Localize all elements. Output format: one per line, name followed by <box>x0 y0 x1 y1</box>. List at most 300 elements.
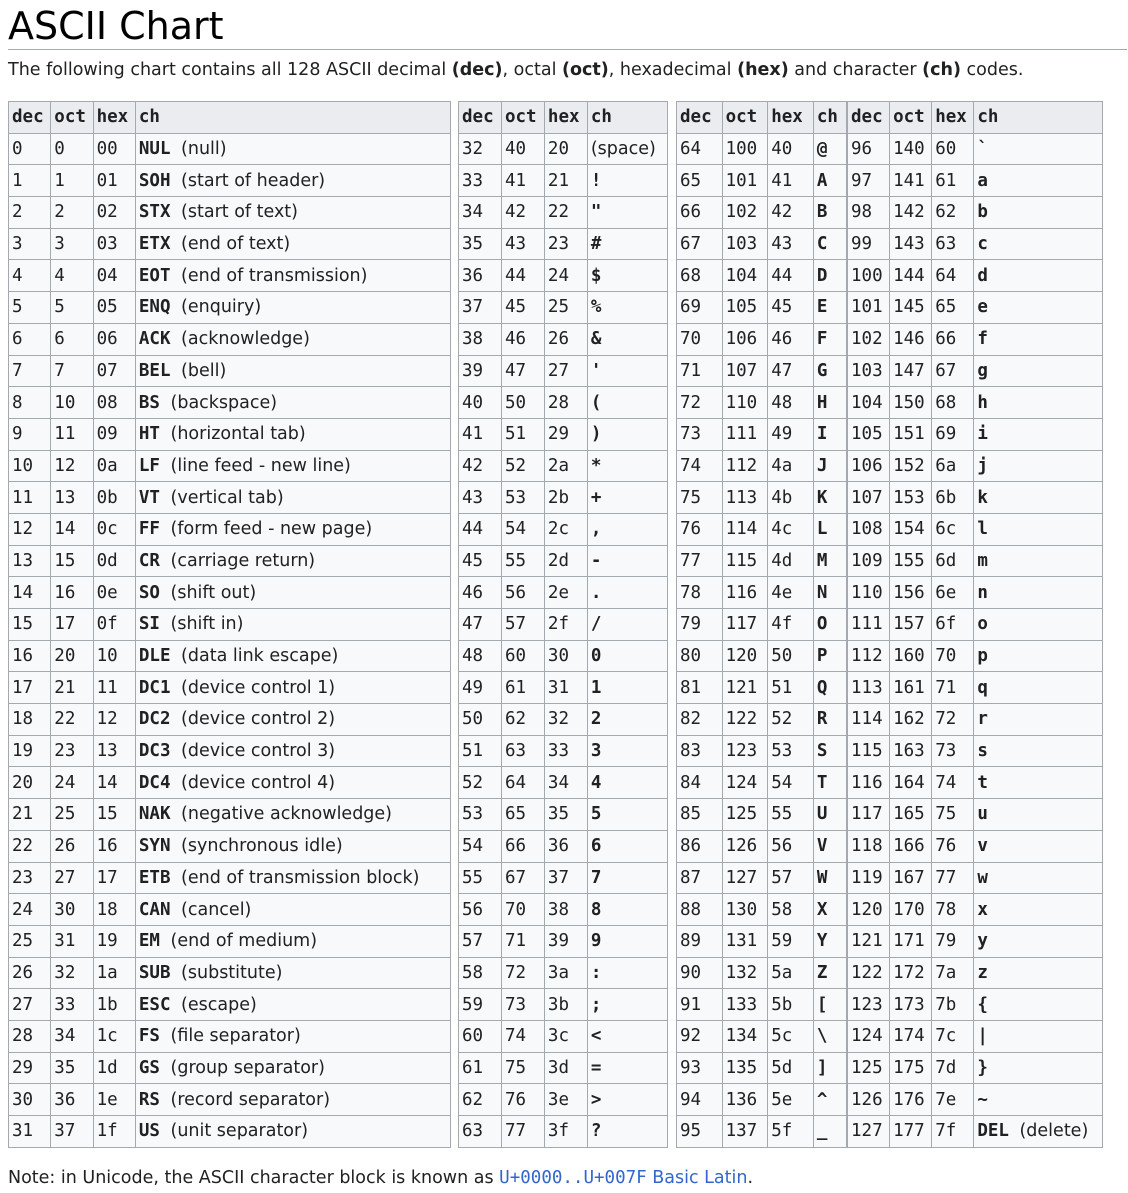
table-row <box>9 513 451 545</box>
ascii-table-32-63 <box>458 101 668 1148</box>
basic-latin-link[interactable] <box>499 1168 747 1188</box>
ch-description: (horizontal tab) <box>170 424 306 445</box>
table-row <box>459 1020 668 1052</box>
ch-symbol: ? <box>590 1121 602 1142</box>
ch-description: (acknowledge) <box>181 329 310 350</box>
table-row <box>9 292 451 324</box>
oct-cell: 22 <box>51 704 93 736</box>
ch-cell <box>974 989 1103 1021</box>
ch-description: (record separator) <box>170 1089 331 1110</box>
ch-cell <box>587 260 667 292</box>
dec-cell: 18 <box>9 704 51 736</box>
column-header-ch: ch <box>974 102 1103 134</box>
oct-cell: 136 <box>722 1084 768 1116</box>
dec-cell: 125 <box>848 1052 890 1084</box>
oct-cell: 100 <box>722 133 768 165</box>
dec-cell: 124 <box>848 1020 890 1052</box>
hex-cell: 30 <box>544 640 587 672</box>
dec-cell: 97 <box>848 165 890 197</box>
table-row <box>848 767 1103 799</box>
ch-symbol: j <box>977 455 988 476</box>
oct-cell: 16 <box>51 577 93 609</box>
dec-cell: 33 <box>459 165 502 197</box>
table-row <box>459 323 668 355</box>
hex-cell: 1d <box>93 1052 135 1084</box>
oct-cell: 102 <box>722 197 768 229</box>
oct-cell: 173 <box>890 989 932 1021</box>
dec-cell: 52 <box>459 767 502 799</box>
ch-symbol: F <box>816 329 828 350</box>
ch-symbol: L <box>816 519 828 540</box>
dec-cell: 88 <box>677 894 723 926</box>
table-row <box>9 925 451 957</box>
table-row <box>9 735 451 767</box>
ch-cell <box>813 925 846 957</box>
hex-cell: 74 <box>932 767 974 799</box>
ch-symbol: ( <box>590 392 602 413</box>
ch-cell <box>587 735 667 767</box>
table-row <box>9 450 451 482</box>
dec-cell: 29 <box>9 1052 51 1084</box>
dec-cell: 57 <box>459 925 502 957</box>
hex-cell: 53 <box>768 735 814 767</box>
dec-cell: 118 <box>848 830 890 862</box>
ch-cell <box>587 450 667 482</box>
ch-symbol: D <box>816 265 828 286</box>
dec-cell: 86 <box>677 830 723 862</box>
oct-cell: 146 <box>890 323 932 355</box>
ch-symbol: 6 <box>590 836 602 857</box>
hex-cell: 2a <box>544 450 587 482</box>
hex-cell: 79 <box>932 925 974 957</box>
table-row <box>848 925 1103 957</box>
ch-symbol: o <box>977 614 988 635</box>
table-row <box>9 894 451 926</box>
ch-symbol: ESC <box>138 994 171 1015</box>
ch-cell <box>135 482 450 514</box>
ch-cell <box>974 862 1103 894</box>
basic-latin-code: U+0000..U+007F <box>499 1168 647 1188</box>
hex-cell: 22 <box>544 197 587 229</box>
table-row <box>459 418 668 450</box>
dec-cell: 35 <box>459 228 502 260</box>
ch-symbol: v <box>977 836 988 857</box>
hex-cell: 11 <box>93 672 135 704</box>
table-row <box>677 799 847 831</box>
ch-description: (end of text) <box>181 234 291 255</box>
hex-cell: 49 <box>768 418 814 450</box>
ch-cell <box>974 197 1103 229</box>
hex-cell: 0a <box>93 450 135 482</box>
ch-cell <box>813 513 846 545</box>
oct-cell: 74 <box>501 1020 544 1052</box>
ch-cell <box>135 355 450 387</box>
intro-text: The following chart contains all 128 ASCII decimal <box>8 60 452 80</box>
table-row <box>9 260 451 292</box>
ch-symbol: & <box>590 329 602 350</box>
hex-cell: 5d <box>768 1052 814 1084</box>
table-row <box>459 513 668 545</box>
oct-cell: 147 <box>890 355 932 387</box>
dec-cell: 43 <box>459 482 502 514</box>
ch-symbol: @ <box>816 139 828 160</box>
dec-cell: 123 <box>848 989 890 1021</box>
dec-cell: 71 <box>677 355 723 387</box>
ch-cell <box>587 355 667 387</box>
ch-cell <box>135 862 450 894</box>
table-row <box>459 1052 668 1084</box>
table-row <box>848 862 1103 894</box>
dec-cell: 10 <box>9 450 51 482</box>
ch-symbol: BEL <box>138 360 171 381</box>
ch-description: (device control 4) <box>181 772 336 793</box>
ch-symbol: EM <box>138 931 160 952</box>
dec-cell: 40 <box>459 387 502 419</box>
dec-cell: 110 <box>848 577 890 609</box>
oct-cell: 40 <box>501 133 544 165</box>
table-row <box>677 1116 847 1148</box>
column-header-oct: oct <box>51 102 93 134</box>
ch-symbol: 1 <box>590 677 602 698</box>
table-row <box>848 450 1103 482</box>
dec-cell: 17 <box>9 672 51 704</box>
hex-cell: 45 <box>768 292 814 324</box>
hex-cell: 29 <box>544 418 587 450</box>
hex-cell: 63 <box>932 228 974 260</box>
ch-cell <box>587 925 667 957</box>
ch-symbol: | <box>977 1026 988 1047</box>
oct-cell: 111 <box>722 418 768 450</box>
ch-symbol: B <box>816 202 828 223</box>
ch-cell <box>135 609 450 641</box>
hex-cell: 20 <box>544 133 587 165</box>
hex-cell: 1c <box>93 1020 135 1052</box>
hex-cell: 0d <box>93 545 135 577</box>
ch-symbol: H <box>816 392 828 413</box>
oct-cell: 1 <box>51 165 93 197</box>
ch-symbol: e <box>977 297 988 318</box>
table-row <box>9 609 451 641</box>
oct-cell: 177 <box>890 1116 932 1148</box>
oct-cell: 51 <box>501 418 544 450</box>
oct-cell: 57 <box>501 609 544 641</box>
oct-cell: 175 <box>890 1052 932 1084</box>
dec-cell: 107 <box>848 482 890 514</box>
dec-cell: 116 <box>848 767 890 799</box>
oct-cell: 107 <box>722 355 768 387</box>
dec-cell: 5 <box>9 292 51 324</box>
ch-symbol: ' <box>590 360 602 381</box>
table-row <box>677 355 847 387</box>
ch-symbol: 3 <box>590 741 602 762</box>
ch-description: (delete) <box>1019 1121 1089 1142</box>
ch-symbol: a <box>977 170 988 191</box>
oct-cell: 122 <box>722 704 768 736</box>
oct-cell: 151 <box>890 418 932 450</box>
oct-cell: 72 <box>501 957 544 989</box>
table-row <box>459 545 668 577</box>
ch-cell <box>813 260 846 292</box>
oct-cell: 36 <box>51 1084 93 1116</box>
ch-cell <box>813 165 846 197</box>
oct-cell: 56 <box>501 577 544 609</box>
ch-symbol: g <box>977 360 988 381</box>
ch-cell <box>813 1020 846 1052</box>
oct-cell: 143 <box>890 228 932 260</box>
ch-cell <box>135 830 450 862</box>
table-row <box>459 292 668 324</box>
ch-cell <box>813 704 846 736</box>
dec-cell: 48 <box>459 640 502 672</box>
oct-cell: 144 <box>890 260 932 292</box>
table-row <box>459 387 668 419</box>
oct-cell: 112 <box>722 450 768 482</box>
ch-description: (shift in) <box>170 614 244 635</box>
ch-cell <box>135 989 450 1021</box>
oct-cell: 7 <box>51 355 93 387</box>
ch-cell <box>813 830 846 862</box>
table-row <box>459 989 668 1021</box>
ch-symbol: Z <box>816 962 828 983</box>
hex-cell: 69 <box>932 418 974 450</box>
ch-symbol: NUL <box>138 139 171 160</box>
dec-cell: 103 <box>848 355 890 387</box>
dec-cell: 64 <box>677 133 723 165</box>
hex-cell: 7d <box>932 1052 974 1084</box>
dec-cell: 69 <box>677 292 723 324</box>
hex-cell: 19 <box>93 925 135 957</box>
ch-description: (vertical tab) <box>170 487 284 508</box>
table-row <box>459 830 668 862</box>
dec-cell: 22 <box>9 830 51 862</box>
table-row <box>677 1020 847 1052</box>
dec-cell: 51 <box>459 735 502 767</box>
table-row <box>677 165 847 197</box>
ch-symbol: > <box>590 1089 602 1110</box>
table-row <box>459 482 668 514</box>
dec-cell: 65 <box>677 165 723 197</box>
ch-cell <box>587 133 667 165</box>
table-row <box>459 609 668 641</box>
table-row <box>9 228 451 260</box>
ch-description: (form feed - new page) <box>170 519 373 540</box>
oct-cell: 170 <box>890 894 932 926</box>
dec-cell: 21 <box>9 799 51 831</box>
note-text: Note: in Unicode, the ASCII character block is known as <box>8 1168 500 1188</box>
dec-cell: 30 <box>9 1084 51 1116</box>
oct-cell: 135 <box>722 1052 768 1084</box>
hex-cell: 06 <box>93 323 135 355</box>
dec-cell: 113 <box>848 672 890 704</box>
ch-symbol: % <box>590 297 602 318</box>
ch-cell <box>974 1116 1103 1148</box>
oct-cell: 66 <box>501 830 544 862</box>
oct-cell: 5 <box>51 292 93 324</box>
ch-cell <box>974 1020 1103 1052</box>
ch-symbol: p <box>977 646 988 667</box>
table-row <box>9 165 451 197</box>
oct-cell: 142 <box>890 197 932 229</box>
hex-cell: 56 <box>768 830 814 862</box>
hex-cell: 38 <box>544 894 587 926</box>
ch-cell <box>813 577 846 609</box>
table-row <box>848 799 1103 831</box>
ch-symbol: . <box>590 582 602 603</box>
oct-cell: 61 <box>501 672 544 704</box>
oct-cell: 41 <box>501 165 544 197</box>
header-row <box>848 102 1103 134</box>
hex-cell: 00 <box>93 133 135 165</box>
hex-cell: 5e <box>768 1084 814 1116</box>
ch-cell <box>587 767 667 799</box>
ch-symbol: I <box>816 424 828 445</box>
ch-symbol: 2 <box>590 709 602 730</box>
ch-cell <box>974 957 1103 989</box>
table-row <box>677 292 847 324</box>
dec-cell: 112 <box>848 640 890 672</box>
hex-cell: 7c <box>932 1020 974 1052</box>
oct-cell: 64 <box>501 767 544 799</box>
ch-cell <box>974 894 1103 926</box>
hex-cell: 16 <box>93 830 135 862</box>
column-header-ch: ch <box>813 102 846 134</box>
hex-cell: 4f <box>768 609 814 641</box>
ch-symbol: SI <box>138 614 160 635</box>
hex-cell: 57 <box>768 862 814 894</box>
hex-cell: 1b <box>93 989 135 1021</box>
ch-cell <box>813 323 846 355</box>
ch-cell <box>135 260 450 292</box>
ch-symbol: RS <box>138 1089 160 1110</box>
ch-symbol: NAK <box>138 804 171 825</box>
dec-cell: 3 <box>9 228 51 260</box>
dec-cell: 4 <box>9 260 51 292</box>
table-row <box>848 735 1103 767</box>
oct-cell: 162 <box>890 704 932 736</box>
dec-cell: 119 <box>848 862 890 894</box>
table-row <box>677 862 847 894</box>
hex-cell: 0f <box>93 609 135 641</box>
ch-description: (synchronous idle) <box>181 836 343 857</box>
dec-cell: 13 <box>9 545 51 577</box>
ch-description: (enquiry) <box>181 297 262 318</box>
oct-cell: 131 <box>722 925 768 957</box>
oct-cell: 47 <box>501 355 544 387</box>
hex-cell: 5c <box>768 1020 814 1052</box>
ch-symbol: U <box>816 804 828 825</box>
hex-cell: 5a <box>768 957 814 989</box>
ch-cell <box>135 450 450 482</box>
table-row <box>459 197 668 229</box>
ch-cell <box>974 513 1103 545</box>
ch-cell <box>813 767 846 799</box>
hex-cell: 68 <box>932 387 974 419</box>
oct-cell: 77 <box>501 1116 544 1148</box>
ch-cell <box>813 735 846 767</box>
ch-description: (escape) <box>181 994 257 1015</box>
ch-symbol: / <box>590 614 602 635</box>
ch-symbol: { <box>977 994 988 1015</box>
hex-cell: 59 <box>768 925 814 957</box>
oct-cell: 113 <box>722 482 768 514</box>
ch-cell <box>135 292 450 324</box>
ch-symbol: HT <box>138 424 160 445</box>
hex-cell: 67 <box>932 355 974 387</box>
dec-cell: 99 <box>848 228 890 260</box>
table-row <box>677 133 847 165</box>
dec-cell: 100 <box>848 260 890 292</box>
ch-cell <box>813 450 846 482</box>
ch-symbol: Q <box>816 677 828 698</box>
table-row <box>848 355 1103 387</box>
ch-cell <box>135 513 450 545</box>
ch-symbol: ENQ <box>138 297 171 318</box>
hex-cell: 72 <box>932 704 974 736</box>
dec-cell: 77 <box>677 545 723 577</box>
ch-symbol: DC4 <box>138 772 171 793</box>
ch-cell <box>974 165 1103 197</box>
dec-cell: 32 <box>459 133 502 165</box>
ch-description: (device control 2) <box>181 709 336 730</box>
table-row <box>459 957 668 989</box>
intro-text: and character <box>788 60 923 80</box>
hex-cell: 23 <box>544 228 587 260</box>
hex-cell: 33 <box>544 735 587 767</box>
ch-cell <box>587 228 667 260</box>
ch-symbol: , <box>590 519 602 540</box>
dec-cell: 37 <box>459 292 502 324</box>
ch-cell <box>974 767 1103 799</box>
oct-cell: 101 <box>722 165 768 197</box>
table-row <box>9 133 451 165</box>
dec-cell: 122 <box>848 957 890 989</box>
dec-cell: 95 <box>677 1116 723 1148</box>
table-row <box>9 418 451 450</box>
ch-symbol: - <box>590 550 602 571</box>
table-row <box>459 260 668 292</box>
title-divider <box>8 49 1127 50</box>
column-header-ch: ch <box>135 102 450 134</box>
table-row <box>459 767 668 799</box>
oct-cell: 63 <box>501 735 544 767</box>
table-row <box>848 704 1103 736</box>
table-row <box>459 735 668 767</box>
dec-cell: 47 <box>459 609 502 641</box>
ch-cell <box>135 577 450 609</box>
ch-description: (shift out) <box>170 582 257 603</box>
hex-cell: 6a <box>932 450 974 482</box>
oct-cell: 116 <box>722 577 768 609</box>
table-row <box>9 672 451 704</box>
dec-cell: 12 <box>9 513 51 545</box>
dec-cell: 83 <box>677 735 723 767</box>
hex-cell: 65 <box>932 292 974 324</box>
dec-cell: 11 <box>9 482 51 514</box>
hex-cell: 2e <box>544 577 587 609</box>
hex-cell: 0c <box>93 513 135 545</box>
ch-symbol: DLE <box>138 646 171 667</box>
ch-cell <box>135 957 450 989</box>
ch-symbol: GS <box>138 1057 160 1078</box>
oct-cell: 176 <box>890 1084 932 1116</box>
hex-cell: 17 <box>93 862 135 894</box>
hex-cell: 40 <box>768 133 814 165</box>
hex-cell: 7f <box>932 1116 974 1148</box>
table-row <box>9 387 451 419</box>
hex-cell: 4d <box>768 545 814 577</box>
ch-cell <box>587 545 667 577</box>
table-row <box>848 165 1103 197</box>
